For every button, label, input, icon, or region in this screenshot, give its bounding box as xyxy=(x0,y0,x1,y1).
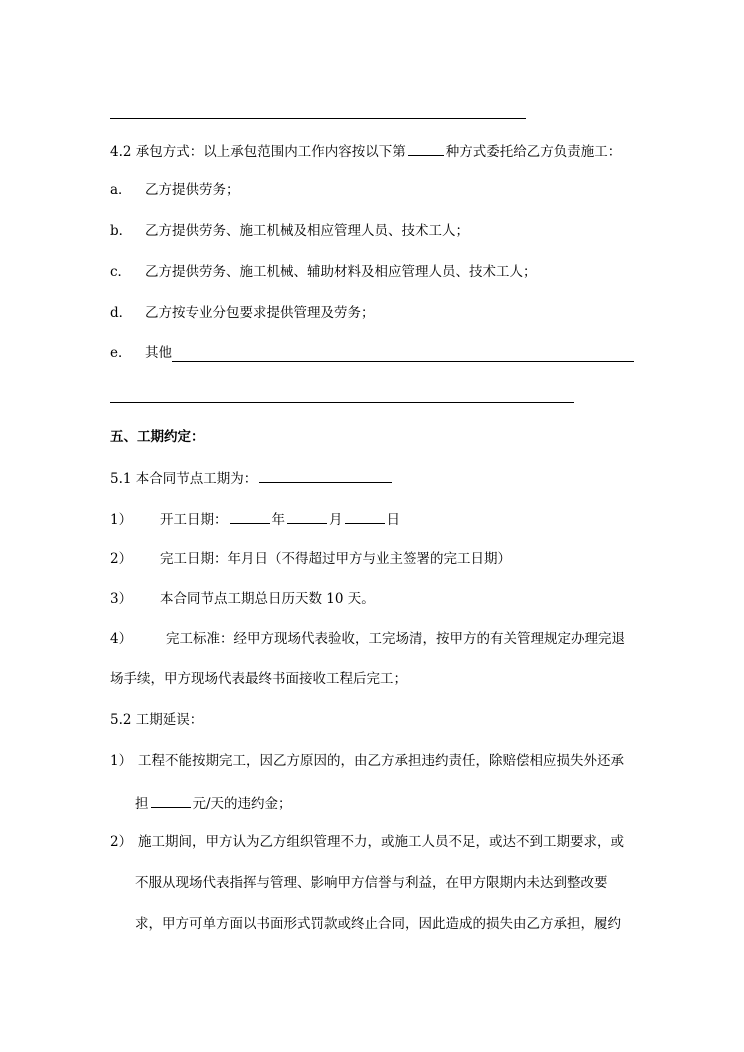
item-5-1-text: 5.1 本合同节点工期为： xyxy=(110,471,258,487)
option-e xyxy=(110,344,172,362)
list-number: 3） xyxy=(110,591,133,607)
item-4-2-prefix: 4.2 承包方式：以上承包范围内工作内容按以下第 xyxy=(110,144,406,160)
delay-clause-2-cont-2: 求，甲方可单方面以书面形式罚款或终止合同，因此造成的损失由乙方承担，履约 xyxy=(135,916,621,932)
completion-standard-cont: 场手续，甲方现场代表最终书面接收工程后完工； xyxy=(110,671,407,687)
section-5-heading: 五、工期约定： xyxy=(110,429,205,445)
method-number-blank[interactable] xyxy=(408,141,444,156)
option-text: 乙方按专业分包要求提供管理及劳务； xyxy=(145,305,375,321)
start-year-blank[interactable] xyxy=(230,509,270,524)
other-blank-line[interactable] xyxy=(172,361,634,362)
delay-clause-1-text: 工程不能按期完工，因乙方原因的，由乙方承担违约责任，除赔偿相应损失外还承 xyxy=(138,753,624,769)
total-duration xyxy=(110,590,375,608)
finish-date-text: 完工日期：年月日（不得超过甲方与业主签署的完工日期） xyxy=(160,551,511,567)
item-4-2 xyxy=(110,141,621,161)
option-text: 乙方提供劳务、施工机械、辅助材料及相应管理人员、技术工人； xyxy=(145,264,537,280)
total-duration-text: 本合同节点工期总日历天数 10 天。 xyxy=(160,591,375,607)
option-a xyxy=(110,181,240,199)
delay-clause-2 xyxy=(110,833,624,851)
list-number: 4） xyxy=(110,631,133,647)
list-number: 1） xyxy=(110,512,133,528)
delay-cont-prefix: 担 xyxy=(135,796,149,812)
option-text: 乙方提供劳务、施工机械及相应管理人员、技术工人； xyxy=(145,223,469,239)
option-c xyxy=(110,263,537,281)
delay-clause-1-cont xyxy=(135,793,292,813)
list-number: 1） xyxy=(110,753,133,769)
option-text: 乙方提供劳务； xyxy=(145,182,240,198)
node-period-blank[interactable] xyxy=(259,468,392,483)
option-text: 其他 xyxy=(145,345,172,361)
item-5-2: 5.2 工期延误： xyxy=(110,712,204,728)
delay-clause-2-cont-1: 不服从现场代表指挥与管理、影响甲方信誉与利益，在甲方限期内未达到整改要 xyxy=(135,875,608,891)
completion-standard xyxy=(110,630,625,648)
delay-clause-1 xyxy=(110,752,624,770)
option-label: b． xyxy=(110,223,133,239)
finish-date xyxy=(110,550,511,568)
list-number: 2） xyxy=(110,834,133,850)
option-label: d． xyxy=(110,305,133,321)
option-label: c． xyxy=(110,264,132,280)
day-label: 日 xyxy=(386,512,400,528)
start-date-label: 开工日期： xyxy=(160,512,228,528)
other-continuation-line[interactable] xyxy=(110,402,574,403)
option-label: a． xyxy=(110,182,132,198)
penalty-amount-blank[interactable] xyxy=(151,793,191,808)
start-day-blank[interactable] xyxy=(345,509,385,524)
option-b xyxy=(110,222,469,240)
option-label: e． xyxy=(110,345,132,361)
start-month-blank[interactable] xyxy=(287,509,327,524)
delay-cont-suffix: 元/天的违约金； xyxy=(192,796,292,812)
delay-clause-2-text: 施工期间，甲方认为乙方组织管理不力，或施工人员不足，或达不到工期要求，或 xyxy=(138,834,624,850)
option-d xyxy=(110,304,375,322)
item-4-2-suffix: 种方式委托给乙方负责施工： xyxy=(445,144,622,160)
completion-standard-text: 完工标准：经甲方现场代表验收，工完场清，按甲方的有关管理规定办理完退 xyxy=(166,631,625,647)
item-5-1 xyxy=(110,468,394,488)
list-number: 2） xyxy=(110,551,133,567)
start-date xyxy=(110,509,400,529)
top-blank-line xyxy=(110,118,526,119)
month-label: 月 xyxy=(329,512,343,528)
year-label: 年 xyxy=(271,512,285,528)
